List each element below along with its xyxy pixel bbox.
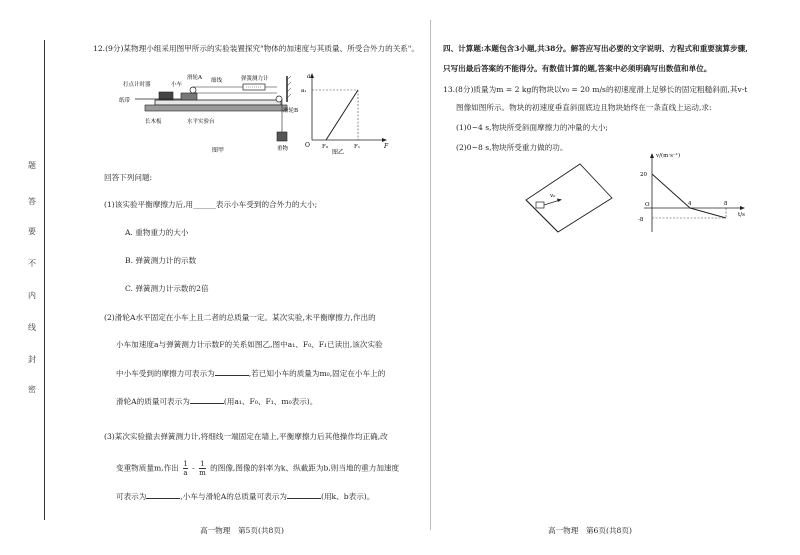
binding-line: [44, 40, 45, 520]
svg-text:a: a: [307, 73, 311, 80]
svg-text:小车: 小车: [171, 82, 183, 88]
q12-option-a: A. 重物重力的大小: [125, 228, 189, 237]
q12-part2-line1: (2)滑轮A水平固定在小车上且二者的总质量一定。某次实验,未平衡摩擦力,作出的: [104, 313, 376, 322]
binding-char: 答: [28, 197, 36, 206]
pulley-a: [190, 87, 196, 93]
page-footer-right: 高一物理 第6页(共8页): [548, 526, 632, 535]
pulley-b: [276, 96, 282, 102]
answer-blank: [287, 491, 321, 499]
svg-text:O: O: [305, 142, 310, 149]
svg-text:8: 8: [724, 201, 728, 207]
graph-segment-1: [652, 174, 690, 208]
q12-part2-line3: 中小车受到的摩擦力可表示为 ,若已知小车的质量为m₀,固定在小车上的: [116, 369, 386, 378]
binding-char: 内: [28, 291, 36, 300]
svg-text:t/s: t/s: [738, 212, 745, 218]
q12-part3-line3: 可表示为 ,小车与滑轮A的总质量可表示为 (用k、b表示)。: [116, 492, 375, 501]
binding-char: 不: [28, 259, 36, 268]
column-divider: [430, 20, 431, 530]
svg-text:滑轮A: 滑轮A: [187, 75, 202, 81]
q13-line2: 图像如图所示。物块的初速度垂直斜面底边且物块始终在一条直线上运动,求:: [456, 103, 712, 112]
q12-part3-line1: (3)某次实验撤去弹簧测力计,将细线一端固定在墙上,平衡摩擦力后其他操作均正确,改: [104, 432, 388, 441]
q12-option-b: B. 弹簧测力计的示数: [125, 256, 197, 265]
svg-text:O: O: [645, 202, 650, 208]
graph-line: [326, 90, 358, 140]
binding-char: 题: [28, 161, 36, 170]
svg-text:v/(m·s⁻¹): v/(m·s⁻¹): [656, 153, 681, 159]
svg-text:滑轮B: 滑轮B: [283, 108, 299, 114]
figure-v-t-graph: [638, 148, 750, 238]
graph-segment-2: [690, 208, 726, 218]
section-title-2: 只写出最后答案的不能得分。有数值计算的题,答案中必须明确写出数值和单位。: [443, 64, 712, 73]
q13-part1: (1)0~4 s,物块所受斜面摩擦力的冲量的大小;: [456, 123, 608, 132]
binding-char: 密: [28, 385, 36, 394]
figure-apparatus: [115, 72, 300, 154]
svg-text:细线: 细线: [211, 78, 223, 84]
svg-text:a₁: a₁: [301, 88, 307, 94]
svg-text:水平实验台: 水平实验台: [187, 119, 215, 125]
fraction-1-over-m: $\frac{1}{m}$: [199, 460, 206, 477]
svg-text:20: 20: [640, 172, 647, 178]
svg-text:4: 4: [688, 201, 692, 207]
page-footer-left: 高一物理 第5页(共8页): [200, 526, 284, 535]
answer-blank: [215, 368, 249, 376]
q12-part2-line4: 滑轮A的质量可表示为 (用a₁、F₀、F₁、m₀表示)。: [116, 397, 318, 406]
svg-text:F: F: [384, 143, 389, 150]
figure-incline: [520, 160, 620, 235]
binding-char: 线: [28, 323, 36, 332]
figure-a-f-graph: [300, 70, 390, 155]
svg-text:重物: 重物: [277, 146, 289, 152]
binding-char: 封: [28, 355, 36, 364]
binding-char: 要: [28, 227, 36, 236]
answer-intro: 回答下列问题:: [104, 173, 153, 182]
svg-text:纸带: 纸带: [119, 98, 131, 104]
section-title: 四、计算题:本题包含3小题,共38分。解答应写出必要的文字说明、方程式和重要演算步骤,: [443, 44, 748, 53]
svg-text:F₁: F₁: [354, 144, 361, 150]
weight: [277, 132, 287, 141]
q13-part2: (2)0~8 s,物块所受重力做的功。: [456, 143, 568, 152]
svg-text:v₀: v₀: [550, 193, 556, 199]
car: [181, 93, 197, 100]
svg-text:F₀: F₀: [322, 144, 329, 150]
board: [155, 100, 281, 105]
table: [145, 105, 287, 111]
answer-blank: [190, 396, 224, 404]
q12-part1: (1)该实验平衡摩擦力后,用______表示小车受到的合外力的大小;: [104, 200, 318, 209]
q12-part3-line2: 变重物质量m,作出 $\frac{1}{a}$ - $\frac{1}{m}$ 的图像,图像的斜率为k、纵截距为b,则当地的重力加速度: [116, 460, 400, 477]
svg-text:图乙: 图乙: [332, 149, 345, 155]
svg-text:弹簧测力计: 弹簧测力计: [241, 76, 269, 82]
svg-text:-8: -8: [638, 217, 644, 223]
fraction-1-over-a: $\frac{1}{a}$: [183, 460, 188, 477]
q13-line1: 13.(8分)质量为m = 2 kg的物块以v₀ = 20 m/s的初速度滑上足够长的固定粗糙斜面,其v-t: [443, 85, 748, 94]
svg-text:长木板: 长木板: [145, 119, 162, 125]
answer-blank: [146, 491, 180, 499]
svg-text:图甲: 图甲: [212, 147, 225, 154]
q12-part2-line2: 小车加速度a与弹簧测力计示数F的关系如图乙,图中a₁、F₀、F₁已读出,该次实验: [116, 340, 383, 349]
incline-face: [526, 164, 612, 232]
q12-title: 12.(9分)某物理小组采用图甲所示的实验装置探究"物体的加速度与其质量、所受合外力的关系"。: [93, 44, 419, 53]
svg-text:打点计时器: 打点计时器: [123, 82, 151, 88]
q12-option-c: C. 弹簧测力计示数的2倍: [125, 284, 209, 293]
block: [536, 202, 544, 208]
